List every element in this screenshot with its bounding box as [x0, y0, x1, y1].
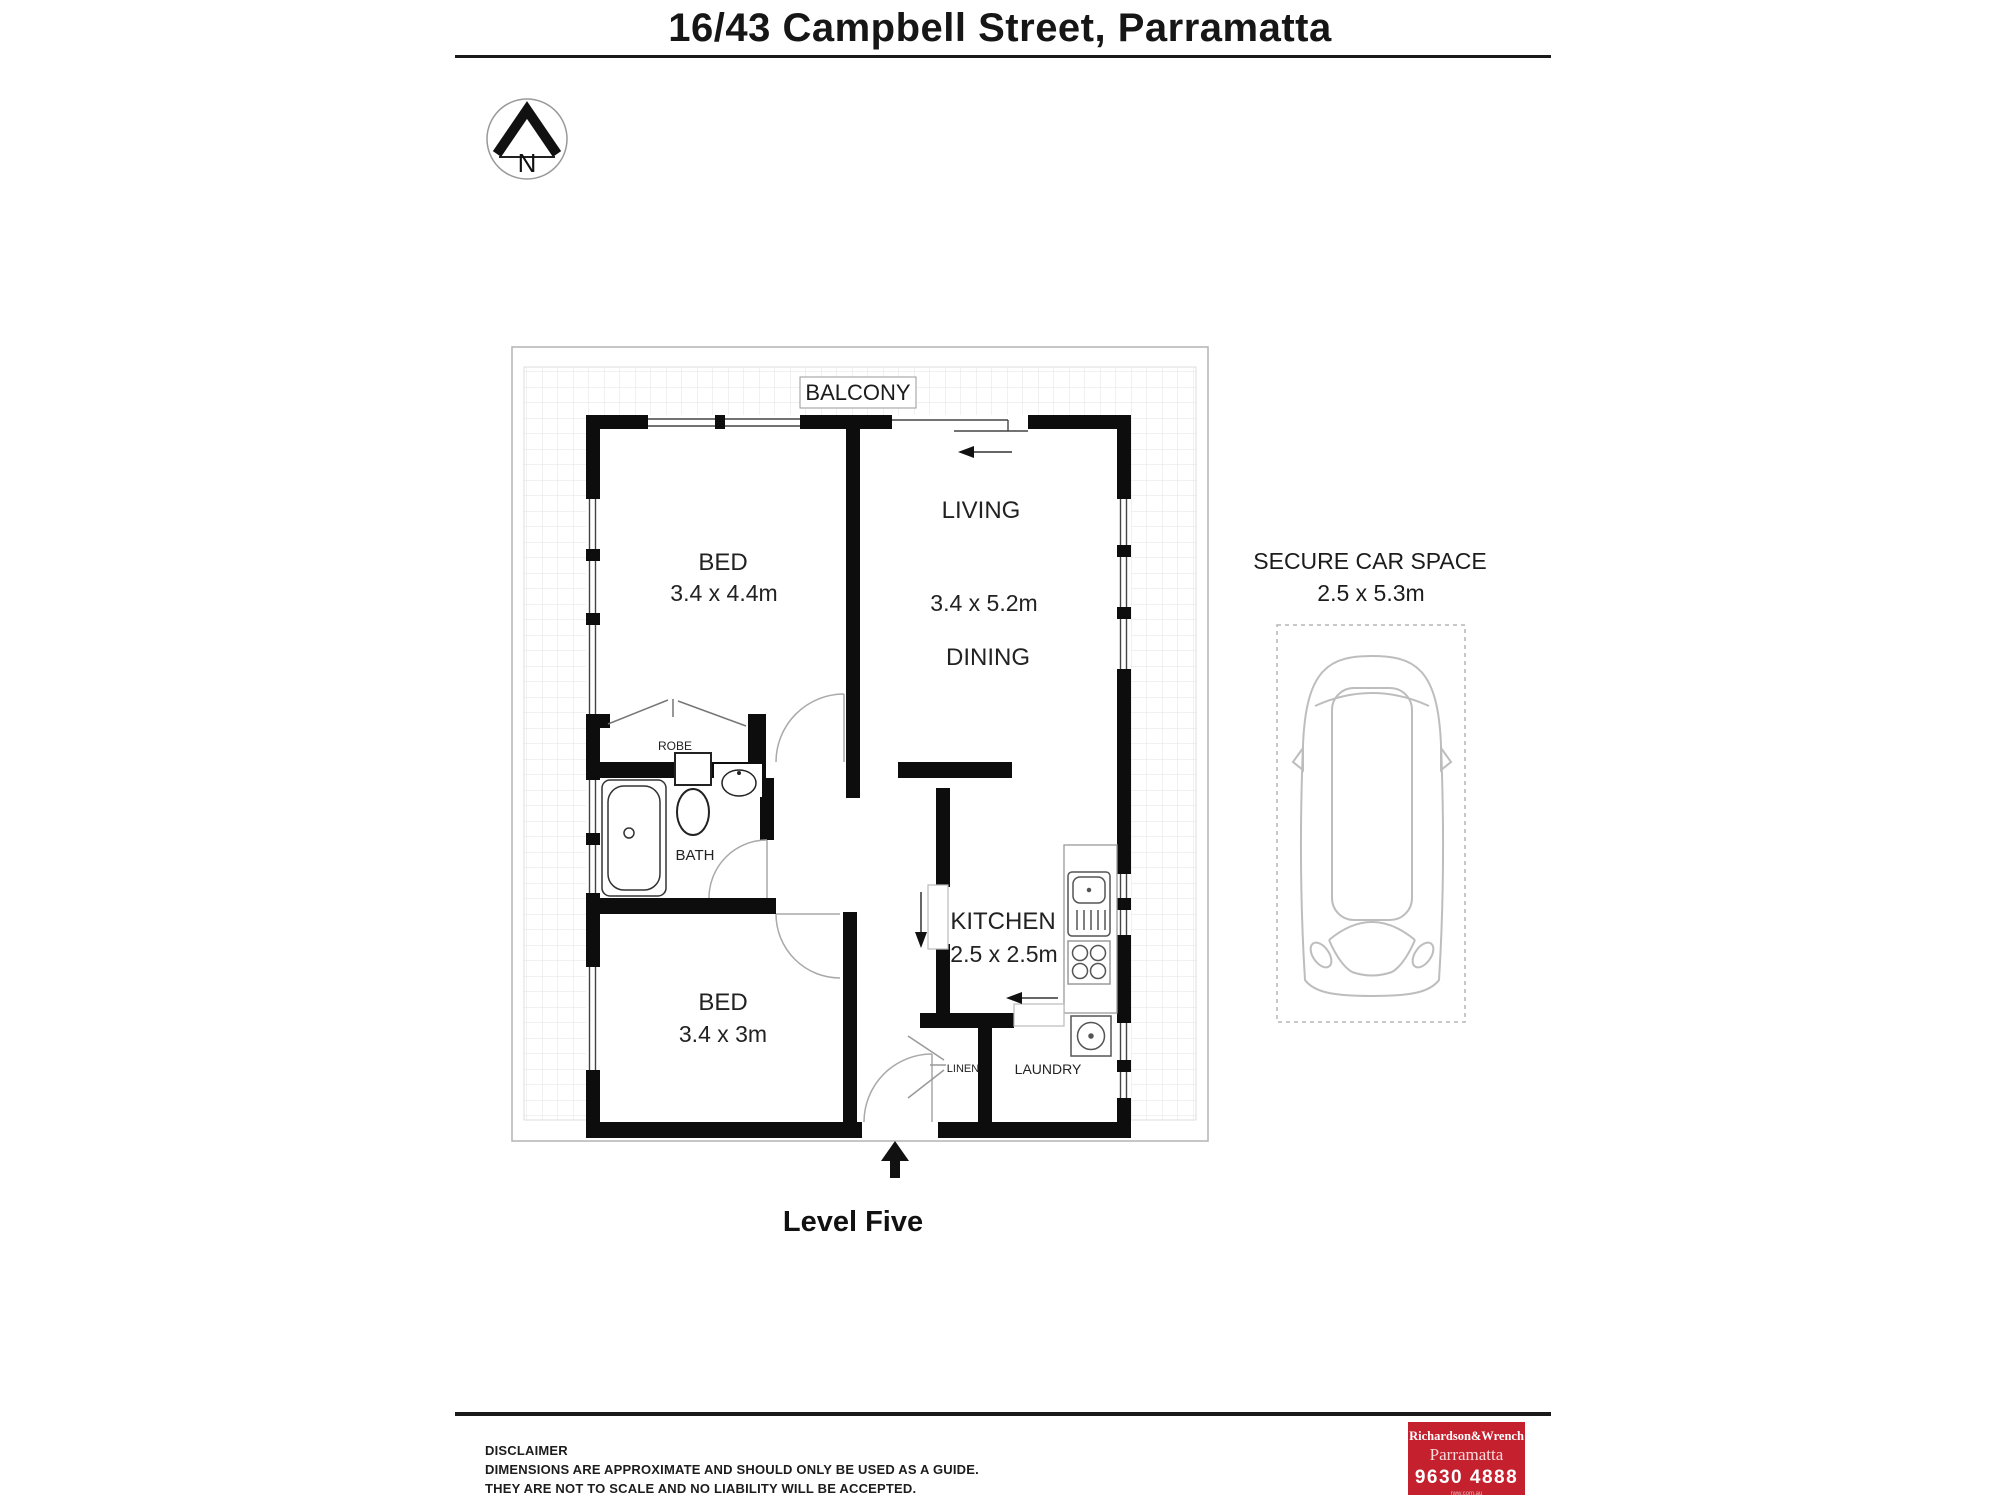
car-space-dimensions: 2.5 x 5.3m: [1317, 580, 1425, 606]
disclaimer-line-2: THEY ARE NOT TO SCALE AND NO LIABILITY WILL BE ACCEPTED.: [485, 1481, 917, 1496]
bath-label: BATH: [675, 847, 715, 864]
disclaimer: [485, 1441, 979, 1498]
bed1-label: BED: [698, 549, 748, 576]
laundry-label: LAUNDRY: [1014, 1061, 1082, 1077]
agency-office-name: Parramatta: [1429, 1445, 1504, 1464]
kitchen-sink: [1068, 872, 1110, 936]
car-top-view: [1293, 656, 1451, 996]
kitchen-threshold: [928, 885, 948, 949]
bathtub: [602, 780, 666, 896]
dining-label: DINING: [946, 644, 1030, 671]
bed2-dimensions: 3.4 x 3m: [678, 1021, 768, 1047]
page-title: 16/43 Campbell Street, Parramatta: [668, 6, 1332, 50]
laundry-threshold: [1014, 1004, 1064, 1026]
linen-label: LINEN: [946, 1063, 980, 1075]
car-space-title: SECURE CAR SPACE: [1253, 548, 1487, 574]
laundry-tub: [1071, 1016, 1111, 1056]
basin: [714, 764, 762, 797]
robe-label: ROBE: [657, 739, 693, 753]
entry-arrow-icon: [881, 1141, 909, 1178]
living-label: LIVING: [941, 497, 1021, 524]
compass-north-label: N: [517, 148, 537, 178]
balcony-label: BALCONY: [805, 380, 911, 405]
footer-divider: [455, 1412, 1551, 1416]
disclaimer-line-1: DIMENSIONS ARE APPROXIMATE AND SHOULD ONLY BE USED AS A GUIDE.: [485, 1462, 979, 1477]
agency-logo: [1408, 1422, 1525, 1495]
agency-brand-name: Richardson&Wrench: [1409, 1429, 1524, 1443]
agency-phone-number: 9630 4888: [1414, 1467, 1519, 1488]
car-space: [1277, 625, 1465, 1022]
bed2-label: BED: [698, 989, 748, 1016]
agency-website: rww.com.au: [1450, 1491, 1483, 1495]
disclaimer-heading: DISCLAIMER: [485, 1443, 568, 1458]
bed1-dimensions: 3.4 x 4.4m: [670, 580, 778, 606]
living-dimensions: 3.4 x 5.2m: [930, 590, 1038, 616]
title-divider: [455, 55, 1551, 58]
level-label: Level Five: [782, 1206, 924, 1238]
kitchen-label: KITCHEN: [950, 908, 1056, 935]
car-space-outline: [1277, 625, 1465, 1022]
kitchen-dimensions: 2.5 x 2.5m: [950, 941, 1058, 967]
